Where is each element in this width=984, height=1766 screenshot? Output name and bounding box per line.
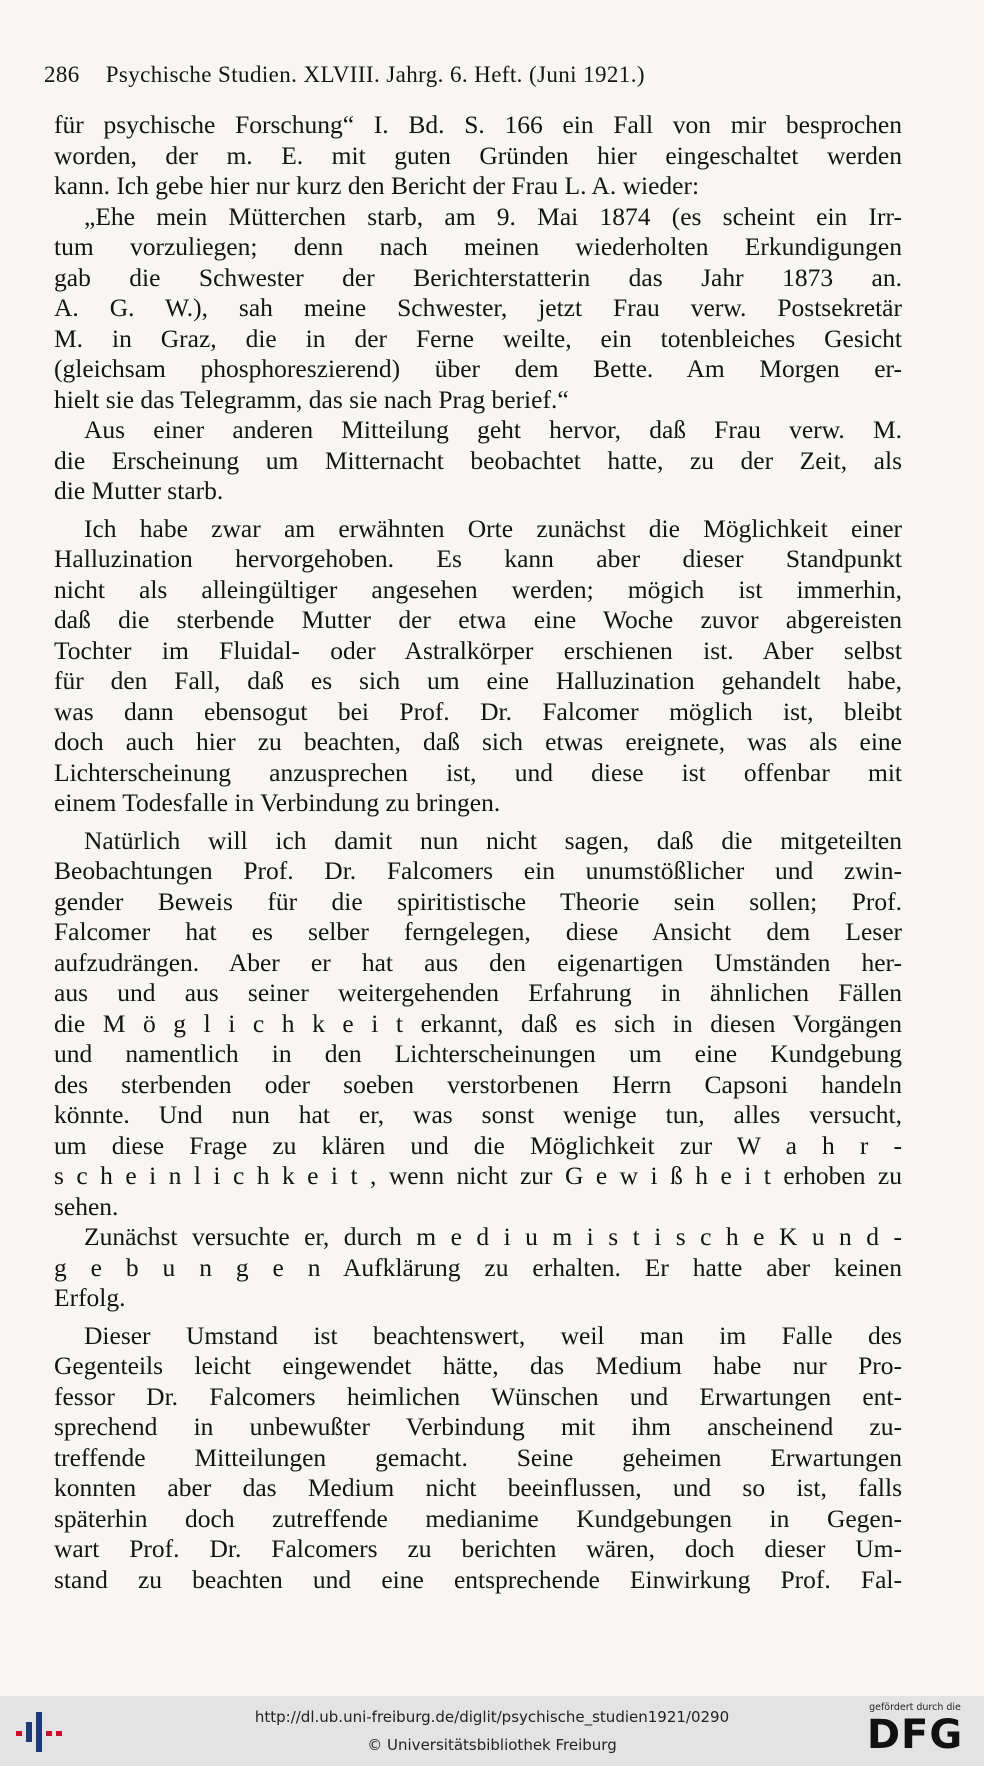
text-line: tum vorzuliegen; denn nach meinen wiederholten Erkundigungen [54, 232, 902, 261]
running-header [44, 62, 904, 88]
text-line: gender Beweis für die spiritistische Theorie sein sollen; Prof. [54, 886, 902, 916]
text-line: nicht als alleingültiger angesehen werden; mögich ist immerhin, [54, 574, 902, 604]
text-line: kann. Ich gebe hier nur kurz den Bericht der Frau L. A. wieder: [54, 171, 700, 200]
text-line: (gleichsam phosphoreszierend) über dem Bette. Am Morgen er- [54, 354, 902, 383]
text-line: Ich habe zwar am erwähnten Orte zunächst die Möglichkeit einer [84, 513, 902, 543]
viewer-footer [0, 1696, 984, 1766]
text-line: könnte. Und nun hat er, was sonst wenige tun, alles versucht, [54, 1100, 902, 1129]
text-line: wart Prof. Dr. Falcomers zu berichten wären, doch dieser Um- [54, 1534, 902, 1563]
text-line: und namentlich in den Lichterscheinungen um eine Kundgebung [54, 1039, 902, 1068]
text-line: A. G. W.), sah meine Schwester, jetzt Frau verw. Postsekretär [54, 293, 902, 322]
text-line: späterhin doch zutreffende medianime Kundgebungen in Gegen- [54, 1503, 902, 1533]
text-line: gab die Schwester der Berichterstatterin das Jahr 1873 an. [54, 262, 902, 292]
paragraph-gap [54, 819, 902, 826]
text-line: fessor Dr. Falcomers heimlichen Wünschen und Erwartungen ent- [54, 1381, 902, 1411]
text-line: konnten aber das Medium nicht beeinflussen, und so ist, falls [54, 1473, 902, 1502]
text-line: für den Fall, daß es sich um eine Halluzination gehandelt habe, [54, 666, 902, 695]
text-line: daß die sterbende Mutter der etwa eine Woche zuvor abgereisten [54, 605, 902, 634]
sponsor-caption: gefördert durch die [869, 1702, 961, 1713]
text-line: Dieser Umstand ist beachtenswert, weil man im Falle des [84, 1320, 902, 1350]
text-line: „Ehe mein Mütterchen starb, am 9. Mai 1874 (es scheint ein Irr- [84, 201, 902, 231]
text-line: die Mutter starb. [54, 476, 224, 505]
running-title: Psychische Studien. XLVIII. Jahrg. 6. Heft. (Juni 1921.) [105, 62, 645, 87]
text-line: treffende Mitteilungen gemacht. Seine geheimen Erwartungen [54, 1442, 902, 1472]
text-line: s c h e i n l i c h k e i t , wenn nicht zur G e w i ß h e i t erhoben zu [54, 1161, 902, 1190]
text-line: um diese Frage zu klären und die Möglichkeit zur W a h r - [54, 1130, 902, 1160]
paragraph-gap [54, 1314, 902, 1321]
copyright-notice: © Universitätsbibliothek Freiburg [367, 1736, 617, 1754]
text-line: g e b u n g e n Aufklärung zu erhalten. Er hatte aber keinen [54, 1252, 902, 1282]
text-line: Aus einer anderen Mitteilung geht hervor, daß Frau verw. M. [84, 415, 902, 444]
text-line: Falcomer hat es selber ferngelegen, diese Ansicht dem Leser [54, 917, 902, 946]
text-line: aufzudrängen. Aber er hat aus den eigenartigen Umständen her- [54, 947, 902, 977]
sponsor-logo-text: DFG [866, 1712, 964, 1758]
text-line: sehen. [54, 1191, 119, 1221]
text-line: hielt sie das Telegramm, das sie nach Prag berief.“ [54, 384, 569, 414]
text-line: was dann ebensogut bei Prof. Dr. Falcomer möglich ist, bleibt [54, 696, 902, 726]
text-line: M. in Graz, die in der Ferne weilte, ein totenbleiches Gesicht [54, 323, 902, 353]
dfg-logo [860, 1702, 970, 1762]
text-line: Zunächst versuchte er, durch m e d i u m i s t i s c h e K u n d - [84, 1222, 902, 1251]
text-line: Lichterscheinung anzusprechen ist, und diese ist offenbar mit [54, 757, 902, 787]
text-line: stand zu beachten und eine entsprechende Einwirkung Prof. Fal- [54, 1564, 902, 1594]
text-line: die Erscheinung um Mitternacht beobachtet hatte, zu der Zeit, als [54, 445, 902, 475]
text-line: einem Todesfalle in Verbindung zu bringen. [54, 788, 501, 817]
text-line: Halluzination hervorgehoben. Es kann aber dieser Standpunkt [54, 544, 902, 573]
text-line: Gegenteils leicht eingewendet hätte, das Medium habe nur Pro- [54, 1351, 902, 1380]
text-line: doch auch hier zu beachten, daß sich etwas ereignete, was als eine [54, 727, 902, 756]
text-line: Erfolg. [54, 1283, 126, 1312]
paragraph-gap [54, 507, 902, 514]
text-line: die M ö g l i c h k e i t erkannt, daß es sich in diesen Vorgängen [54, 1008, 902, 1038]
text-line: aus und aus seiner weitergehenden Erfahrung in ähnlichen Fällen [54, 978, 902, 1007]
permalink-url[interactable]: http://dl.ub.uni-freiburg.de/diglit/psychische_studien1921/0290 [254, 1708, 730, 1726]
text-line: Natürlich will ich damit nun nicht sagen, daß die mitgeteilten [84, 825, 902, 855]
text-line: für psychische Forschung“ I. Bd. S. 166 ein Fall von mir besprochen [54, 110, 902, 139]
text-line: sprechend in unbewußter Verbindung mit ihm anscheinend zu- [54, 1412, 902, 1441]
text-line: des sterbenden oder soeben verstorbenen Herrn Capsoni handeln [54, 1069, 902, 1099]
text-line: Beobachtungen Prof. Dr. Falcomers ein unumstößlicher und zwin- [54, 856, 902, 885]
text-line: Tochter im Fluidal- oder Astralkörper erschienen ist. Aber selbst [54, 635, 902, 665]
body-text [54, 110, 902, 1595]
text-line: worden, der m. E. mit guten Gründen hier eingeschaltet werden [54, 140, 902, 170]
page-number: 286 [44, 62, 80, 87]
